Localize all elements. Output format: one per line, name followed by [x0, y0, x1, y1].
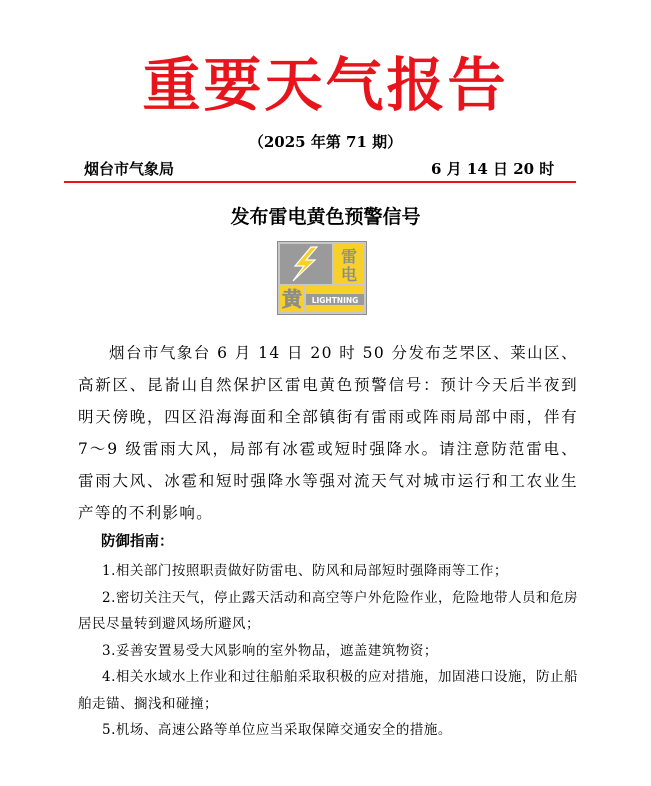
- badge-char-huang: 黄: [282, 287, 302, 311]
- lightning-yellow-warning-badge: [277, 241, 367, 315]
- report-headline: 重要天气报告: [142, 51, 509, 119]
- badge-char-lei: 雷: [340, 247, 358, 266]
- warning-body-text: 烟台市气象台 6 月 14 日 20 时 50 分发布芝罘区、莱山区、高新区、昆嵛山自然保护区雷电黄色预警信号：预计今天后半夜到明天傍晚，四区沿海海面和全部镇街有雷雨或阵雨局部中雨，伴有 7～9 级雷雨大风，局部有冰雹或短时强降水。请注意防范雷电、雷雨大风、冰雹和短时强降水等强对流天气对城市运行和工农业生产等的不利影响。: [78, 344, 578, 522]
- guide-item: 1.相关部门按照职责做好防雷电、防风和局部短时强降雨等工作；: [102, 563, 508, 579]
- badge-word: LIGHTNING: [311, 296, 359, 305]
- badge-char-dian: 电: [340, 265, 358, 284]
- issue-number: （2025 年第 71 期）: [248, 133, 403, 151]
- defense-guide-heading: 防御指南：: [101, 533, 174, 550]
- issue-datetime: 6 月 14 日 20 时: [431, 160, 555, 178]
- signal-title: 发布雷电黄色预警信号: [230, 206, 421, 228]
- defense-guide-list: [78, 558, 578, 744]
- header-divider: [64, 181, 576, 183]
- guide-item: 2.密切关注天气，停止露天活动和高空等户外危险作业，危险地带人员和危房居民尽量转到避风场所避风；: [78, 589, 578, 632]
- guide-item: 4.相关水域水上作业和过往船舶采取积极的应对措施，加固港口设施，防止船舶走锚、搁浅和碰撞；: [78, 669, 578, 712]
- issuing-agency: 烟台市气象局: [84, 160, 175, 178]
- guide-item: 5.机场、高速公路等单位应当采取保障交通安全的措施。: [102, 722, 452, 738]
- guide-item: 3.妥善安置易受大风影响的室外物品，遮盖建筑物资；: [102, 642, 438, 659]
